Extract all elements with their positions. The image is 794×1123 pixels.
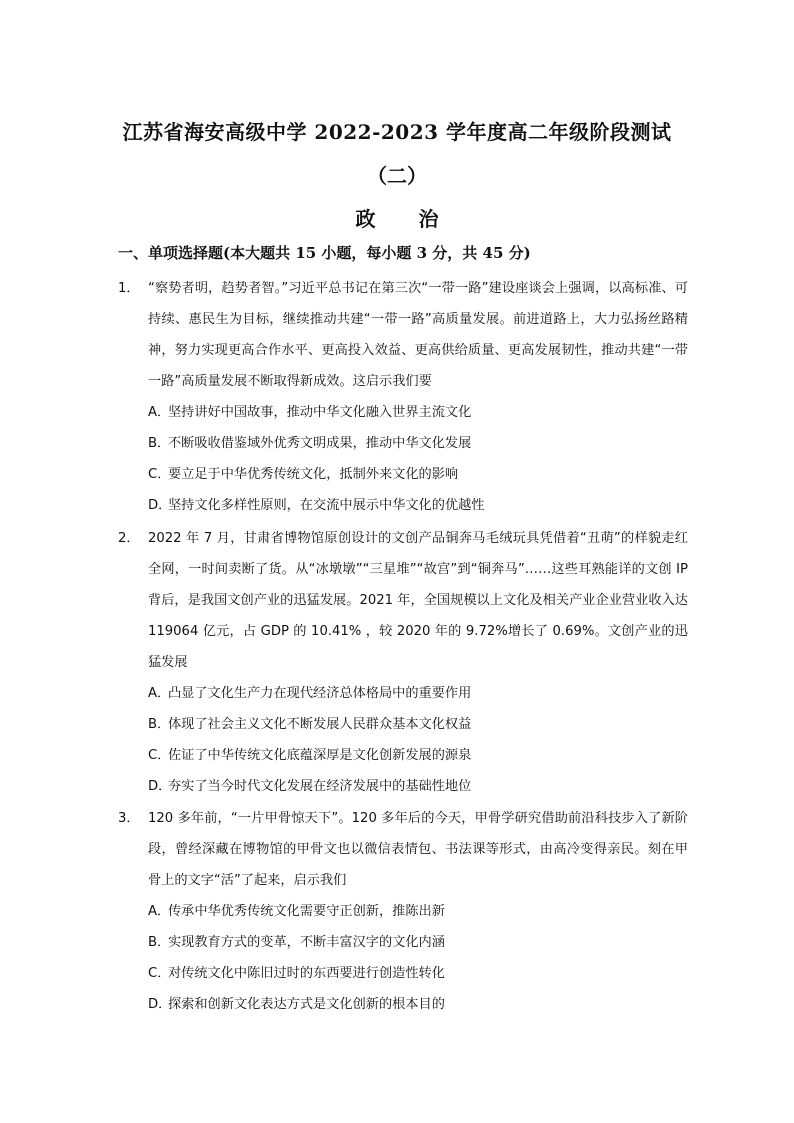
section-heading: 一、单项选择题(本大题共 15 小题，每小题 3 分，共 45 分) xyxy=(118,244,531,262)
option-d[interactable] xyxy=(148,771,688,802)
option-letter: D． xyxy=(148,997,172,1012)
option-letter: A． xyxy=(148,686,171,701)
option-b[interactable] xyxy=(148,428,688,459)
question-stem: “察势者明，趋势者智。”习近平总书记在第三次“一带一路”建设座谈会上强调，以高标准、可持续、惠民生为目标，继续推动共建“一带一路”高质量发展。前进道路上，大力弘扬丝路精神，努力实现更高合作水平、更高投入效益、更高供给质量、更高发展韧性，推动共建“一带一路”高质量发展不断取得新成效。这启示我们要 xyxy=(148,281,688,389)
question-3 xyxy=(118,803,688,1020)
option-text: 对传统文化中陈旧过时的东西要进行创造性转化 xyxy=(168,966,445,981)
option-c[interactable] xyxy=(148,958,688,989)
option-letter: B． xyxy=(148,436,171,451)
option-a[interactable] xyxy=(148,397,688,428)
option-d[interactable] xyxy=(148,989,688,1020)
question-stem: 2022 年 7 月，甘肃省博物馆原创设计的文创产品铜奔马毛绒玩具凭借着“丑萌”的样貌走红全网，一时间卖断了货。从“冰墩墩”“三星堆”“故宫”到“铜奔马”……这些耳熟能详的文创 IP 背后，是我国文创产业的迅猛发展。2021 年，全国规模以上文化及相关产业企业营业收入达 119064 亿元，占 GDP 的 10.41% ，较 2020 年的 9.72%增长了 0.69%。文创产业的迅猛发展 xyxy=(148,531,688,670)
question-1 xyxy=(118,273,688,521)
question-number: 1． xyxy=(118,281,140,296)
option-text: 坚持讲好中国故事，推动中华文化融入世界主流文化 xyxy=(168,405,472,420)
option-letter: B． xyxy=(148,935,171,950)
option-text: 体现了社会主义文化不断发展人民群众基本文化权益 xyxy=(168,717,472,732)
option-a[interactable] xyxy=(148,678,688,709)
option-text: 要立足于中华优秀传统文化，抵制外来文化的影响 xyxy=(168,467,459,482)
question-number: 2． xyxy=(118,531,140,546)
option-text: 实现教育方式的变革，不断丰富汉字的文化内涵 xyxy=(168,935,445,950)
option-letter: C． xyxy=(148,467,171,482)
option-d[interactable] xyxy=(148,490,688,521)
option-letter: B． xyxy=(148,717,171,732)
option-b[interactable] xyxy=(148,927,688,958)
exam-subject: 政 治 xyxy=(355,207,457,231)
option-c[interactable] xyxy=(148,459,688,490)
question-number: 3． xyxy=(118,811,140,826)
question-stem: 120 多年前，“一片甲骨惊天下”。120 多年后的今天，甲骨学研究借助前沿科技步入了新阶段，曾经深藏在博物馆的甲骨文也以微信表情包、书法课等形式，由高冷变得亲民。刻在甲骨上的文字“活”了起来，启示我们 xyxy=(148,811,688,888)
option-text: 坚持文化多样性原则，在交流中展示中华文化的优越性 xyxy=(168,498,485,513)
option-b[interactable] xyxy=(148,709,688,740)
option-c[interactable] xyxy=(148,740,688,771)
option-letter: D． xyxy=(148,779,172,794)
option-letter: C． xyxy=(148,966,171,981)
option-a[interactable] xyxy=(148,896,688,927)
option-text: 传承中华优秀传统文化需要守正创新，推陈出新 xyxy=(168,904,445,919)
option-letter: A． xyxy=(148,405,171,420)
option-letter: A． xyxy=(148,904,171,919)
option-letter: D． xyxy=(148,498,172,513)
question-2 xyxy=(118,523,688,802)
option-text: 佐证了中华传统文化底蕴深厚是文化创新发展的源泉 xyxy=(168,748,472,763)
option-letter: C． xyxy=(148,748,171,763)
exam-title: 江苏省海安高级中学 2022-2023 学年度高二年级阶段测试 xyxy=(122,120,672,144)
option-text: 夯实了当今时代文化发展在经济发展中的基础性地位 xyxy=(168,779,472,794)
option-text: 凸显了文化生产力在现代经济总体格局中的重要作用 xyxy=(168,686,472,701)
exam-subtitle: （二） xyxy=(367,164,427,188)
option-text: 不断吸收借鉴域外优秀文明成果，推动中华文化发展 xyxy=(168,436,472,451)
option-text: 探索和创新文化表达方式是文化创新的根本目的 xyxy=(168,997,445,1012)
